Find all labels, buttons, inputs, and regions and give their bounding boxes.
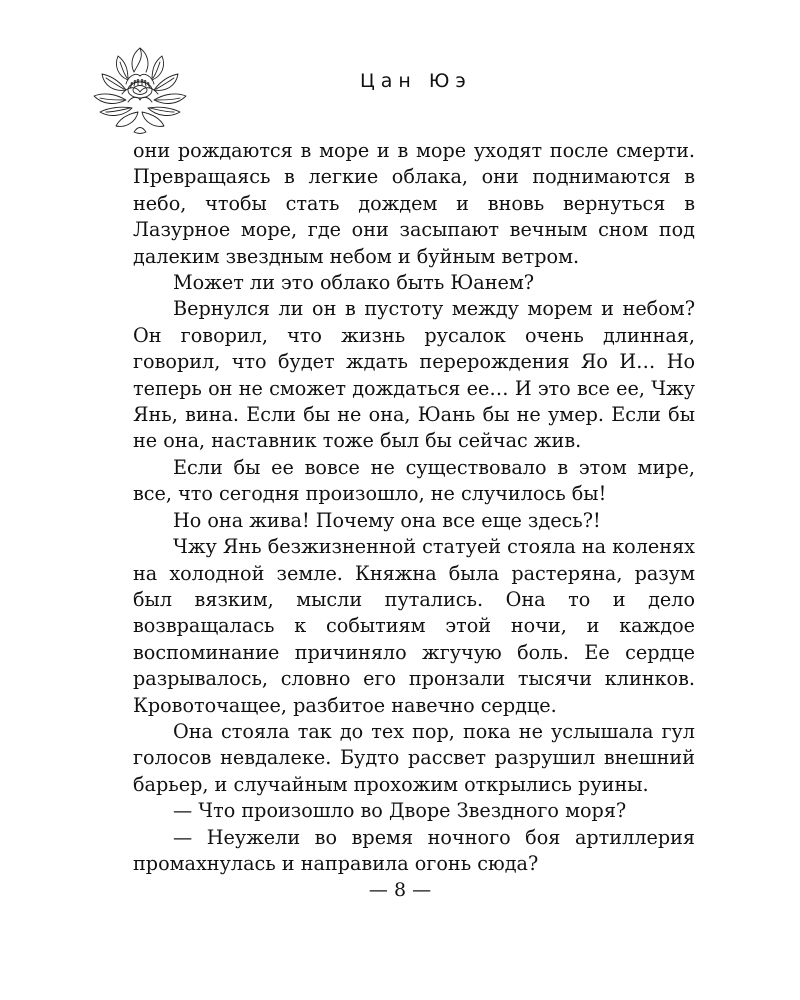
paragraph: Если бы ее вовсе не существовало в этом мире, все, что сегодня произошло, не случилось бы! bbox=[133, 455, 695, 506]
paragraph: Чжу Янь безжизненной статуей стояла на коленях на холодной земле. Княжна была растеряна, разум был вязким, мысли путались. Она то и дело возвращалась к событиям этой ночи, и каждое воспоминание причиняло жгучую боль. Ее сердце разрывалось, словно его пронзали тысячи клинков. Кровоточащее, разбитое навечно сердце. bbox=[133, 535, 695, 717]
dialogue-line: — Что произошло во Дворе Звездного моря? bbox=[173, 799, 627, 823]
body-text bbox=[133, 138, 695, 877]
running-head-author: Цан Юэ bbox=[360, 70, 472, 92]
paragraph: они рождаются в море и в море уходят после смерти. Превращаясь в легкие облака, они поднимаются в небо, чтобы стать дождем и вновь вернуться в Лазурное море, где они засыпают вечным сном под далеким звездным небом и буйным ветром. bbox=[133, 139, 695, 268]
paragraph: Может ли это облако быть Юанем? bbox=[173, 271, 535, 295]
paragraph: Но она жива! Почему она все еще здесь?! bbox=[173, 508, 601, 532]
dialogue-line: — Неужели во время ночного боя артиллерия промахнулась и направила огонь сюда? bbox=[133, 825, 695, 875]
paragraph: Вернулся ли он в пустоту между морем и небом? Он говорил, что жизнь русалок очень длинная, говорил, что будет ждать перерождения Яо И… Но теперь он не сможет дождаться ее… И это все ее, Чжу Янь, вина. Если бы не она, Юань бы не умер. Если бы не она, наставник тоже был бы сейчас жив. bbox=[133, 297, 695, 453]
paragraph: Она стояла так до тех пор, пока не услышала гул голосов невдалеке. Будто рассвет разрушил внешний барьер, и случайным прохожим открылись руины. bbox=[133, 719, 695, 796]
lotus-flower-icon bbox=[90, 40, 190, 136]
page-number: — 8 — bbox=[368, 879, 432, 901]
